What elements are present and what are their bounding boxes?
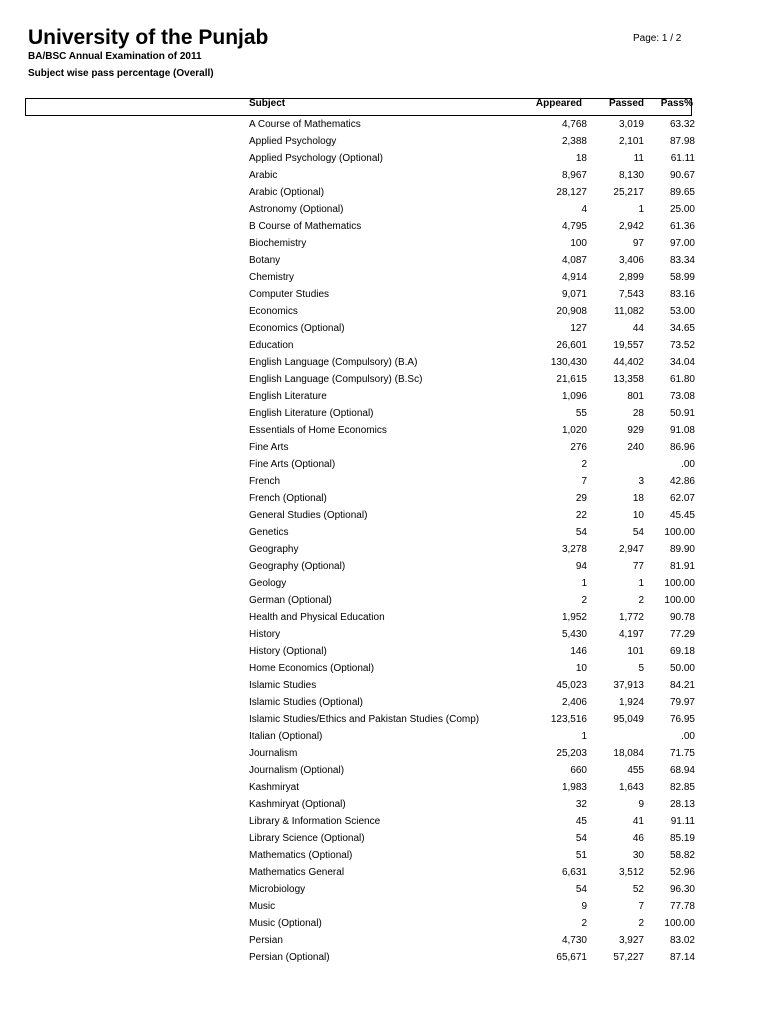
cell-appeared: 130,430 (550, 357, 587, 368)
cell-pass-percent: 34.65 (669, 323, 695, 334)
cell-appeared: 10 (575, 663, 587, 674)
table-row (0, 303, 768, 320)
cell-passed: 240 (627, 442, 644, 453)
cell-subject: Persian (Optional) (249, 952, 330, 963)
cell-pass-percent: 71.75 (669, 748, 695, 759)
cell-subject: English Literature (Optional) (249, 408, 374, 419)
cell-appeared: 28,127 (556, 187, 587, 198)
table-row (0, 456, 768, 473)
cell-pass-percent: 87.98 (669, 136, 695, 147)
cell-passed: 10 (632, 510, 644, 521)
cell-pass-percent: 81.91 (669, 561, 695, 572)
cell-subject: Kashmiryat (249, 782, 300, 793)
table-row (0, 116, 768, 133)
cell-passed: 2,947 (618, 544, 644, 555)
cell-appeared: 660 (570, 765, 587, 776)
table-row (0, 286, 768, 303)
cell-pass-percent: 77.78 (669, 901, 695, 912)
table-row (0, 881, 768, 898)
cell-appeared: 2 (581, 459, 587, 470)
table-row (0, 779, 768, 796)
results-table-body (0, 116, 768, 966)
table-row (0, 133, 768, 150)
cell-pass-percent: 82.85 (669, 782, 695, 793)
table-row (0, 575, 768, 592)
cell-subject: Economics (249, 306, 298, 317)
cell-appeared: 4 (581, 204, 587, 215)
cell-appeared: 8,967 (561, 170, 587, 181)
cell-appeared: 2,388 (561, 136, 587, 147)
table-row (0, 490, 768, 507)
table-row (0, 371, 768, 388)
cell-subject: Arabic (249, 170, 278, 181)
table-row (0, 320, 768, 337)
cell-passed: 8,130 (618, 170, 644, 181)
cell-pass-percent: 25.00 (669, 204, 695, 215)
table-row (0, 388, 768, 405)
table-row (0, 167, 768, 184)
cell-appeared: 146 (570, 646, 587, 657)
cell-appeared: 127 (570, 323, 587, 334)
cell-passed: 1,772 (618, 612, 644, 623)
cell-passed: 3 (638, 476, 644, 487)
table-row (0, 898, 768, 915)
cell-appeared: 54 (575, 833, 587, 844)
table-row (0, 864, 768, 881)
cell-pass-percent: 50.00 (669, 663, 695, 674)
cell-pass-percent: 79.97 (669, 697, 695, 708)
cell-appeared: 22 (575, 510, 587, 521)
table-row (0, 507, 768, 524)
cell-passed: 97 (632, 238, 644, 249)
cell-pass-percent: 96.30 (669, 884, 695, 895)
cell-pass-percent: 62.07 (669, 493, 695, 504)
cell-pass-percent: 58.99 (669, 272, 695, 283)
cell-pass-percent: 91.11 (670, 816, 695, 827)
table-row (0, 252, 768, 269)
table-row (0, 439, 768, 456)
cell-appeared: 9,071 (561, 289, 587, 300)
cell-appeared: 7 (581, 476, 587, 487)
cell-passed: 9 (638, 799, 644, 810)
cell-appeared: 2 (581, 918, 587, 929)
cell-appeared: 4,087 (561, 255, 587, 266)
cell-pass-percent: 100.00 (664, 578, 695, 589)
cell-subject: Islamic Studies (249, 680, 317, 691)
cell-pass-percent: 73.08 (669, 391, 695, 402)
cell-passed: 37,913 (613, 680, 644, 691)
cell-pass-percent: 89.65 (669, 187, 695, 198)
cell-pass-percent: 89.90 (669, 544, 695, 555)
cell-subject: Music (249, 901, 276, 912)
cell-pass-percent: 68.94 (669, 765, 695, 776)
cell-passed: 3,927 (618, 935, 644, 946)
cell-passed: 25,217 (613, 187, 644, 198)
cell-appeared: 32 (575, 799, 587, 810)
cell-pass-percent: 83.34 (669, 255, 695, 266)
cell-subject: Geography (249, 544, 299, 555)
cell-pass-percent: .00 (681, 459, 695, 470)
cell-passed: 3,512 (618, 867, 644, 878)
cell-subject: Library Science (Optional) (249, 833, 365, 844)
cell-passed: 1,643 (618, 782, 644, 793)
cell-pass-percent: 83.02 (669, 935, 695, 946)
cell-subject: General Studies (Optional) (249, 510, 368, 521)
cell-pass-percent: 63.32 (669, 119, 695, 130)
cell-pass-percent: 97.00 (669, 238, 695, 249)
cell-passed: 44 (632, 323, 644, 334)
cell-appeared: 3,278 (561, 544, 587, 555)
cell-passed: 929 (627, 425, 644, 436)
cell-passed: 44,402 (613, 357, 644, 368)
cell-subject: Applied Psychology (249, 136, 337, 147)
cell-passed: 41 (632, 816, 644, 827)
cell-subject: History (Optional) (249, 646, 327, 657)
table-row (0, 728, 768, 745)
cell-subject: Arabic (Optional) (249, 187, 325, 198)
cell-passed: 2,101 (618, 136, 644, 147)
table-row (0, 745, 768, 762)
cell-subject: Mathematics General (249, 867, 345, 878)
cell-pass-percent: 50.91 (669, 408, 695, 419)
cell-appeared: 26,601 (556, 340, 587, 351)
exam-subtitle: BA/BSC Annual Examination of 2011 (28, 51, 202, 62)
table-row (0, 201, 768, 218)
cell-passed: 77 (632, 561, 644, 572)
table-row (0, 915, 768, 932)
column-header-pass-percent: Pass% (660, 98, 693, 109)
cell-passed: 2 (638, 595, 644, 606)
cell-appeared: 4,914 (561, 272, 587, 283)
table-row (0, 524, 768, 541)
table-row (0, 813, 768, 830)
column-header-appeared: Appeared (535, 98, 582, 109)
cell-passed: 19,557 (613, 340, 644, 351)
cell-subject: German (Optional) (249, 595, 332, 606)
cell-appeared: 45 (575, 816, 587, 827)
cell-appeared: 1,983 (561, 782, 587, 793)
cell-appeared: 29 (575, 493, 587, 504)
cell-subject: Italian (Optional) (249, 731, 323, 742)
table-row (0, 830, 768, 847)
cell-subject: Islamic Studies (Optional) (249, 697, 363, 708)
cell-appeared: 2 (581, 595, 587, 606)
cell-appeared: 21,615 (556, 374, 587, 385)
page-indicator: Page: 1 / 2 (633, 33, 682, 44)
cell-pass-percent: 61.36 (669, 221, 695, 232)
cell-subject: French (249, 476, 281, 487)
cell-pass-percent: 85.19 (669, 833, 695, 844)
cell-subject: Education (249, 340, 294, 351)
cell-pass-percent: 100.00 (664, 918, 695, 929)
table-row (0, 694, 768, 711)
cell-subject: English Literature (249, 391, 327, 402)
cell-passed: 3,406 (618, 255, 644, 266)
cell-passed: 18 (632, 493, 644, 504)
cell-pass-percent: 84.21 (669, 680, 695, 691)
cell-subject: Genetics (249, 527, 289, 538)
cell-appeared: 2,406 (561, 697, 587, 708)
cell-subject: Essentials of Home Economics (249, 425, 387, 436)
table-row (0, 796, 768, 813)
table-row (0, 235, 768, 252)
cell-appeared: 4,795 (561, 221, 587, 232)
cell-pass-percent: 69.18 (669, 646, 695, 657)
cell-subject: Home Economics (Optional) (249, 663, 375, 674)
cell-subject: Chemistry (249, 272, 295, 283)
cell-subject: Islamic Studies/Ethics and Pakistan Studies (Comp) (249, 714, 480, 725)
table-row (0, 558, 768, 575)
cell-subject: A Course of Mathematics (249, 119, 361, 130)
cell-passed: 2,942 (618, 221, 644, 232)
cell-subject: B Course of Mathematics (249, 221, 362, 232)
cell-pass-percent: 87.14 (669, 952, 695, 963)
cell-pass-percent: 42.86 (669, 476, 695, 487)
cell-passed: 95,049 (613, 714, 644, 725)
cell-passed: 54 (632, 527, 644, 538)
cell-pass-percent: 52.96 (669, 867, 695, 878)
cell-passed: 52 (632, 884, 644, 895)
cell-subject: Kashmiryat (Optional) (249, 799, 346, 810)
cell-pass-percent: 73.52 (669, 340, 695, 351)
cell-subject: Fine Arts (Optional) (249, 459, 336, 470)
cell-appeared: 55 (575, 408, 587, 419)
table-row (0, 932, 768, 949)
cell-pass-percent: 53.00 (669, 306, 695, 317)
cell-pass-percent: .00 (681, 731, 695, 742)
cell-subject: Biochemistry (249, 238, 307, 249)
cell-pass-percent: 86.96 (669, 442, 695, 453)
cell-pass-percent: 61.80 (669, 374, 695, 385)
cell-appeared: 51 (575, 850, 587, 861)
cell-pass-percent: 58.82 (669, 850, 695, 861)
cell-passed: 18,084 (613, 748, 644, 759)
cell-passed: 4,197 (618, 629, 644, 640)
cell-subject: Applied Psychology (Optional) (249, 153, 383, 164)
report-name: Subject wise pass percentage (Overall) (28, 68, 214, 79)
cell-pass-percent: 90.78 (669, 612, 695, 623)
cell-appeared: 1,096 (561, 391, 587, 402)
cell-pass-percent: 90.67 (669, 170, 695, 181)
table-row (0, 677, 768, 694)
cell-appeared: 45,023 (556, 680, 587, 691)
cell-appeared: 6,631 (561, 867, 587, 878)
cell-pass-percent: 91.08 (669, 425, 695, 436)
cell-subject: Mathematics (Optional) (249, 850, 353, 861)
cell-passed: 7,543 (618, 289, 644, 300)
cell-appeared: 4,768 (561, 119, 587, 130)
cell-subject: Journalism (249, 748, 298, 759)
cell-pass-percent: 100.00 (664, 527, 695, 538)
cell-subject: Computer Studies (249, 289, 330, 300)
cell-appeared: 18 (575, 153, 587, 164)
table-row (0, 218, 768, 235)
cell-subject: Astronomy (Optional) (249, 204, 344, 215)
cell-appeared: 54 (575, 884, 587, 895)
cell-pass-percent: 100.00 (664, 595, 695, 606)
cell-passed: 46 (632, 833, 644, 844)
table-header-box (25, 98, 692, 116)
table-row (0, 337, 768, 354)
cell-passed: 3,019 (618, 119, 644, 130)
cell-subject: Economics (Optional) (249, 323, 345, 334)
cell-passed: 11,082 (614, 306, 644, 317)
cell-subject: Geology (249, 578, 287, 589)
report-title: University of the Punjab (28, 26, 269, 49)
cell-passed: 5 (638, 663, 644, 674)
table-row (0, 405, 768, 422)
cell-appeared: 5,430 (561, 629, 587, 640)
table-row (0, 354, 768, 371)
cell-appeared: 100 (570, 238, 587, 249)
table-row (0, 847, 768, 864)
cell-appeared: 4,730 (561, 935, 587, 946)
cell-subject: History (249, 629, 281, 640)
cell-subject: Persian (249, 935, 283, 946)
cell-subject: Music (Optional) (249, 918, 322, 929)
table-row (0, 626, 768, 643)
cell-pass-percent: 77.29 (669, 629, 695, 640)
cell-appeared: 1 (581, 578, 587, 589)
table-row (0, 609, 768, 626)
cell-passed: 2 (638, 918, 644, 929)
table-row (0, 269, 768, 286)
cell-appeared: 9 (581, 901, 587, 912)
cell-appeared: 123,516 (550, 714, 587, 725)
cell-subject: Library & Information Science (249, 816, 381, 827)
cell-passed: 7 (638, 901, 644, 912)
table-row (0, 949, 768, 966)
cell-passed: 28 (632, 408, 644, 419)
cell-passed: 1 (638, 578, 644, 589)
cell-appeared: 25,203 (556, 748, 587, 759)
cell-appeared: 94 (575, 561, 587, 572)
table-row (0, 660, 768, 677)
cell-passed: 57,227 (613, 952, 644, 963)
cell-appeared: 54 (575, 527, 587, 538)
cell-passed: 101 (627, 646, 644, 657)
cell-subject: English Language (Compulsory) (B.A) (249, 357, 418, 368)
cell-subject: French (Optional) (249, 493, 327, 504)
column-header-passed: Passed (608, 98, 644, 109)
cell-subject: Fine Arts (249, 442, 289, 453)
cell-subject: Health and Physical Education (249, 612, 385, 623)
cell-pass-percent: 76.95 (669, 714, 695, 725)
cell-appeared: 65,671 (556, 952, 587, 963)
cell-passed: 1 (638, 204, 644, 215)
table-row (0, 422, 768, 439)
cell-passed: 11 (633, 153, 644, 164)
cell-subject: Microbiology (249, 884, 306, 895)
table-row (0, 473, 768, 490)
table-row (0, 762, 768, 779)
cell-passed: 801 (627, 391, 644, 402)
cell-subject: Journalism (Optional) (249, 765, 345, 776)
cell-subject: Botany (249, 255, 281, 266)
table-row (0, 541, 768, 558)
cell-appeared: 20,908 (556, 306, 587, 317)
table-row (0, 711, 768, 728)
cell-pass-percent: 61.11 (670, 153, 695, 164)
cell-passed: 30 (632, 850, 644, 861)
cell-appeared: 1,020 (561, 425, 587, 436)
cell-pass-percent: 45.45 (669, 510, 695, 521)
cell-passed: 13,358 (613, 374, 644, 385)
table-row (0, 643, 768, 660)
cell-pass-percent: 28.13 (669, 799, 695, 810)
cell-appeared: 276 (570, 442, 587, 453)
cell-passed: 455 (627, 765, 644, 776)
column-header-subject: Subject (249, 98, 286, 109)
table-row (0, 150, 768, 167)
cell-passed: 1,924 (618, 697, 644, 708)
table-row (0, 184, 768, 201)
cell-appeared: 1,952 (561, 612, 587, 623)
table-row (0, 592, 768, 609)
cell-passed: 2,899 (618, 272, 644, 283)
cell-pass-percent: 34.04 (669, 357, 695, 368)
cell-subject: Geography (Optional) (249, 561, 346, 572)
cell-subject: English Language (Compulsory) (B.Sc) (249, 374, 423, 385)
cell-appeared: 1 (581, 731, 587, 742)
cell-pass-percent: 83.16 (669, 289, 695, 300)
